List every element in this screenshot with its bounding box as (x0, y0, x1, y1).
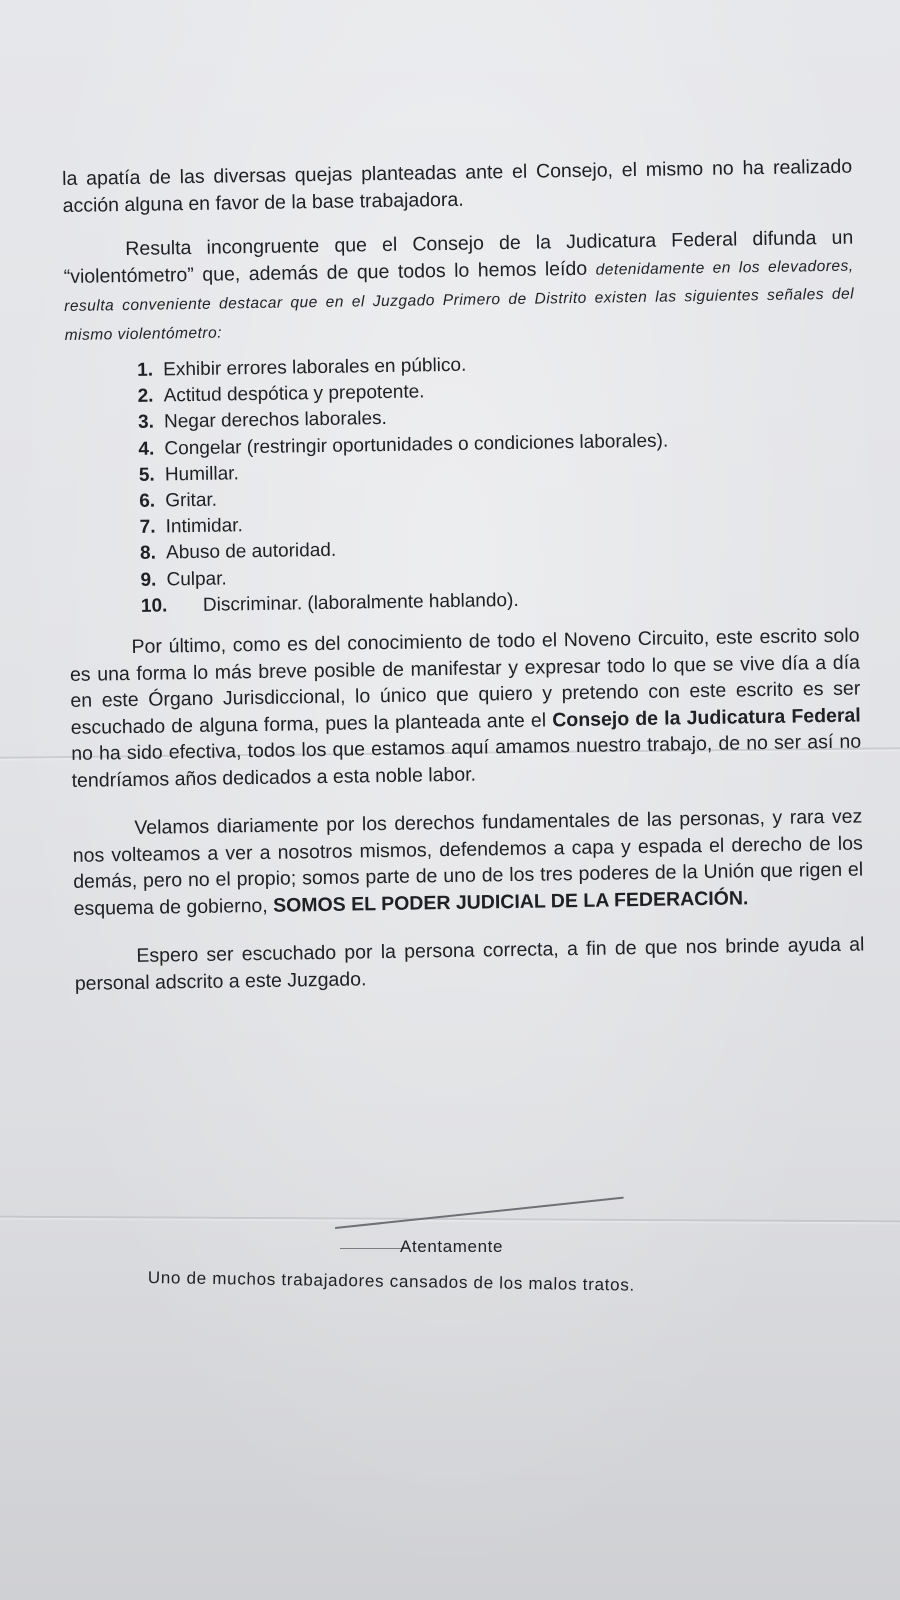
list-item-number: 3. (137, 411, 155, 434)
list-item-number: 5. (138, 464, 155, 486)
list-item-number: 10. (140, 595, 168, 617)
signer-text: Uno de muchos trabajadores cansados de los malos tratos. (147, 1268, 636, 1295)
list-item-text: Humillar. (164, 463, 239, 486)
violentometro-signs-list (65, 347, 859, 621)
list-item-number: 8. (139, 542, 157, 565)
paragraph-violentometro-small-text: detenidamente en los elevadores, resulta conveniente destacar que en el Juzgado Primero de Distrito existen las siguientes señales del mismo violentómetro: (64, 257, 855, 344)
paragraph-conclusion (69, 623, 861, 794)
list-item-text: Discriminar. (laboralmente hablando). (202, 589, 519, 616)
list-item-number: 2. (137, 385, 154, 408)
list-item-number: 6. (139, 490, 156, 512)
list-item-text: Gritar. (165, 489, 218, 512)
signature-block (0, 1220, 900, 1310)
paragraph-conclusion-text: Por último, como es del conocimiento de todo el Noveno Circuito, este escrito solo es una forma lo más breve posible de manifestar y expresar todo lo que se vive día a día en este Órgano Jurisdiccional, lo único que quiero y pretendo con este escrito es ser escuchado de alguna forma, pues la planteada ante el (69, 624, 861, 739)
closing-text: Atentamente (400, 1237, 503, 1256)
paragraph-rights (72, 804, 864, 922)
list-item-text: Intimidar. (165, 515, 243, 538)
list-item-text: Abuso de autoridad. (165, 540, 337, 564)
list-item-number: 1. (137, 359, 154, 381)
paragraph-conclusion-bold: Consejo de la Judicatura Federal (552, 704, 861, 731)
list-item-number: 9. (140, 569, 157, 591)
list-item-number: 7. (139, 516, 156, 539)
paragraph-intro: la apatía de las diversas quejas planteadas ante el Consejo, el mismo no ha realizado acción alguna en favor de la base trabajadora. (62, 155, 853, 217)
paragraph-violentometro (63, 225, 855, 349)
list-item-number: 4. (138, 438, 155, 460)
signature-line (335, 1197, 624, 1229)
paragraph-request: Espero ser escuchado por la persona correcta, a fin de que nos brinde ayuda al personal adscrito a este Juzgado. (74, 933, 865, 995)
paragraph-rights-bold: SOMOS EL PODER JUDICIAL DE LA FEDERACIÓN. (272, 886, 749, 917)
paragraph-violentometro-text: Resulta incongruente que el Consejo de la Judicatura Federal difunda un “violentómetro” que, además de que todos lo hemos leído (63, 226, 854, 288)
paragraph-conclusion-text-end: no ha sido efectiva, todos los que estamos aquí amamos nuestro trabajo, de no ser así no tendríamos años dedicados a esta noble labor. (71, 730, 862, 792)
list-item-text: Exhibir errores laborales en público. (163, 354, 467, 381)
list-item-text: Congelar (restringir oportunidades o condiciones laborales). (164, 430, 669, 460)
list-item-text: Actitud despótica y prepotente. (163, 381, 425, 407)
list-item-text: Culpar. (166, 568, 227, 591)
list-item-text: Negar derechos laborales. (163, 408, 388, 433)
paragraph-rights-text: Velamos diariamente por los derechos fundamentales de las personas, y rara vez nos volteamos a ver a nosotros mismos, defendemos a capa y espada el derecho de los demás, pero no el propio; somos parte de uno de los tres poderes de la Unión que rigen el esquema de gobierno, (72, 805, 864, 920)
letter-body (62, 154, 865, 997)
